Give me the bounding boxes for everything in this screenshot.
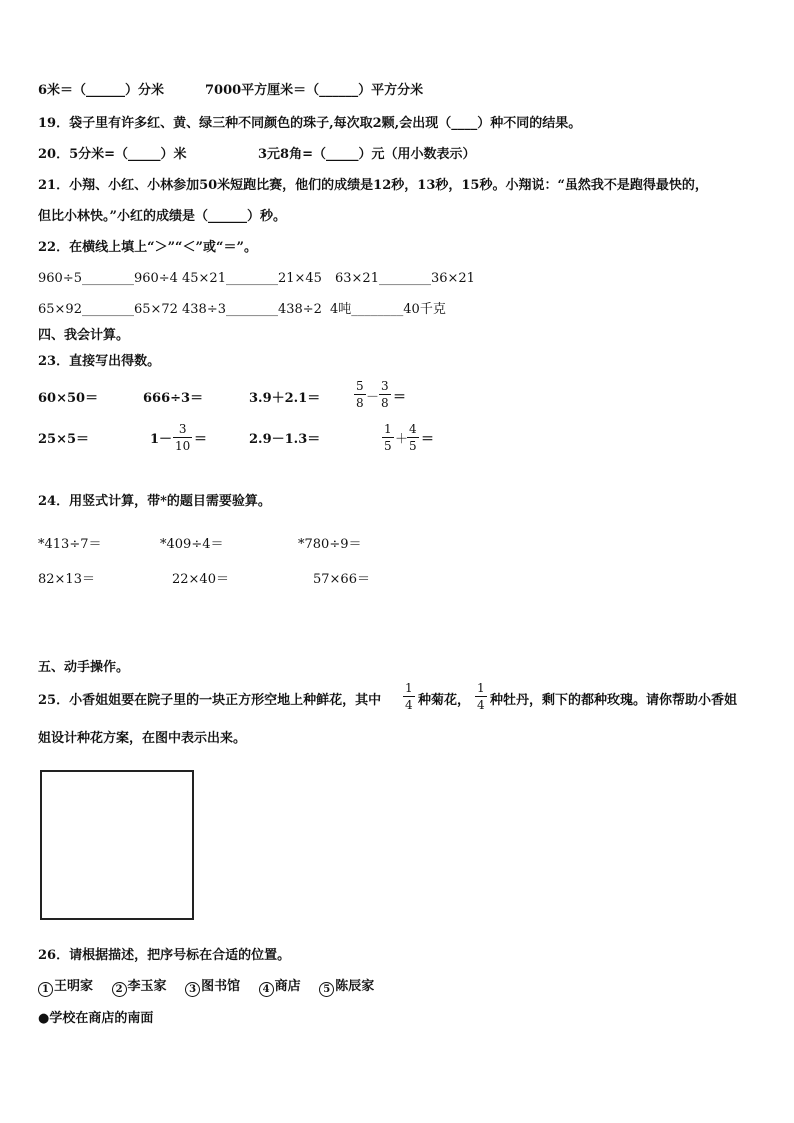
q26-title: 26．请根据描述，把序号标在合适的位置。 (38, 948, 291, 963)
item-library (185, 979, 240, 994)
number-3-icon: 3 (185, 982, 200, 997)
numerator: 4 (409, 422, 417, 436)
q24-r1c2: *409÷4＝ (160, 537, 224, 552)
q25-line2: 姐设计种花方案，在图中表示出来。 (38, 731, 247, 746)
q25-frac-1-4-b (475, 681, 487, 712)
item-label: 图书馆 (201, 979, 241, 994)
q23-r2c3: 2.9－1.3＝ (249, 432, 321, 447)
q19-text: 19．袋子里有许多红、黄、绿三种不同颜色的珠子,每次取2颗,会出现（____）种不同的结果。 (38, 116, 582, 131)
q26-bullet: ●学校在商店的南面 (38, 1011, 154, 1026)
item-shop (259, 979, 301, 994)
denominator: 4 (477, 698, 485, 712)
fraction-bar (354, 394, 366, 395)
number-5-icon: 5 (319, 982, 334, 997)
q23-title: 23．直接写出得数。 (38, 354, 161, 369)
number-4-icon: 4 (259, 982, 274, 997)
q23-r1c2: 666÷3＝ (143, 391, 204, 406)
denominator: 10 (175, 439, 191, 453)
q22-r2c2: 438÷3________438÷2 (182, 302, 322, 317)
q25-part3: 种牡丹，剩下的都种玫瑰。请你帮助小香姐 (490, 693, 738, 708)
q21-line1: 21．小翔、小红、小林参加50米短跑比赛，他们的成绩是12秒，13秒，15秒。小翔说：“虽然我不是跑得最快的， (38, 178, 708, 193)
q24-r2c3: 57×66＝ (313, 572, 370, 587)
q24-r1c3: *780÷9＝ (298, 537, 362, 552)
q23-frac2-eq: ＝ (194, 432, 208, 447)
numerator: 1 (384, 422, 392, 436)
q22-r1c2: 45×21________21×45 (182, 271, 322, 286)
q23-frac-3-8 (379, 379, 391, 410)
q22-r1c3: 63×21________36×21 (335, 271, 475, 286)
q26-items (38, 979, 374, 997)
item-wangming (38, 979, 93, 994)
q20-left: 20．5分米=（_____）米 (38, 147, 187, 162)
number-1-icon: 1 (38, 982, 53, 997)
denominator: 5 (384, 439, 392, 453)
fraction-bar (379, 394, 391, 395)
q24-title: 24．用竖式计算，带*的题目需要验算。 (38, 494, 271, 509)
q23-frac-3-10 (173, 422, 192, 453)
fraction-bar (403, 696, 415, 697)
fraction-bar (407, 437, 419, 438)
item-label: 李玉家 (127, 979, 167, 994)
q25-frac-1-4-a (403, 681, 415, 712)
q23-frac1-op: － (366, 390, 380, 405)
number-2-icon: 2 (112, 982, 127, 997)
denominator: 8 (381, 396, 389, 410)
q23-r2c1: 25×5＝ (38, 432, 90, 447)
q23-frac2-lead: 1－ (150, 432, 173, 447)
q23-r1c3: 3.9＋2.1＝ (249, 391, 321, 406)
numerator: 1 (405, 681, 413, 695)
numerator: 3 (381, 379, 389, 393)
numerator: 3 (178, 422, 187, 436)
section4-heading: 四、我会计算。 (38, 328, 130, 343)
item-chenchen (319, 979, 374, 994)
q24-r2c1: 82×13＝ (38, 572, 95, 587)
q23-r1c1: 60×50＝ (38, 391, 99, 406)
q23-frac-1-5 (382, 422, 394, 453)
q24-r1c1: *413÷7＝ (38, 537, 102, 552)
numerator: 5 (356, 379, 364, 393)
q25-part1: 25．小香姐姐要在院子里的一块正方形空地上种鲜花，其中 (38, 693, 382, 708)
q22-r2c3: 4吨________40千克 (330, 302, 446, 317)
item-label: 陈辰家 (335, 979, 375, 994)
q23-frac-5-8 (354, 379, 366, 410)
denominator: 4 (405, 698, 413, 712)
denominator: 8 (356, 396, 364, 410)
q24-r2c2: 22×40＝ (172, 572, 229, 587)
q18-left: 6米＝（______）分米 (38, 83, 165, 98)
item-label: 王明家 (54, 979, 94, 994)
q23-frac3-op: ＋ (395, 432, 409, 447)
item-label: 商店 (274, 979, 301, 994)
q18-right: 7000平方厘米＝（______）平方分米 (205, 83, 424, 98)
q22-title: 22．在横线上填上“＞”“＜”或“＝”。 (38, 240, 257, 255)
q22-r1c1: 960÷5________960÷4 (38, 271, 178, 286)
q25-part2: 种菊花， (418, 693, 471, 708)
fraction-bar (382, 437, 394, 438)
numerator: 1 (477, 681, 485, 695)
q23-frac3-eq: ＝ (421, 432, 435, 447)
fraction-bar (173, 437, 192, 438)
q21-line2: 但比小林快。”小红的成绩是（______）秒。 (38, 209, 286, 224)
q22-r2c1: 65×92________65×72 (38, 302, 178, 317)
q23-frac-4-5 (407, 422, 419, 453)
item-liyu (112, 979, 167, 994)
q23-frac1-eq: ＝ (393, 390, 407, 405)
drawing-square[interactable] (40, 770, 194, 920)
denominator: 5 (409, 439, 417, 453)
fraction-bar (475, 696, 487, 697)
q20-right: 3元8角=（_____）元（用小数表示） (258, 147, 476, 162)
section5-heading: 五、动手操作。 (38, 660, 130, 675)
